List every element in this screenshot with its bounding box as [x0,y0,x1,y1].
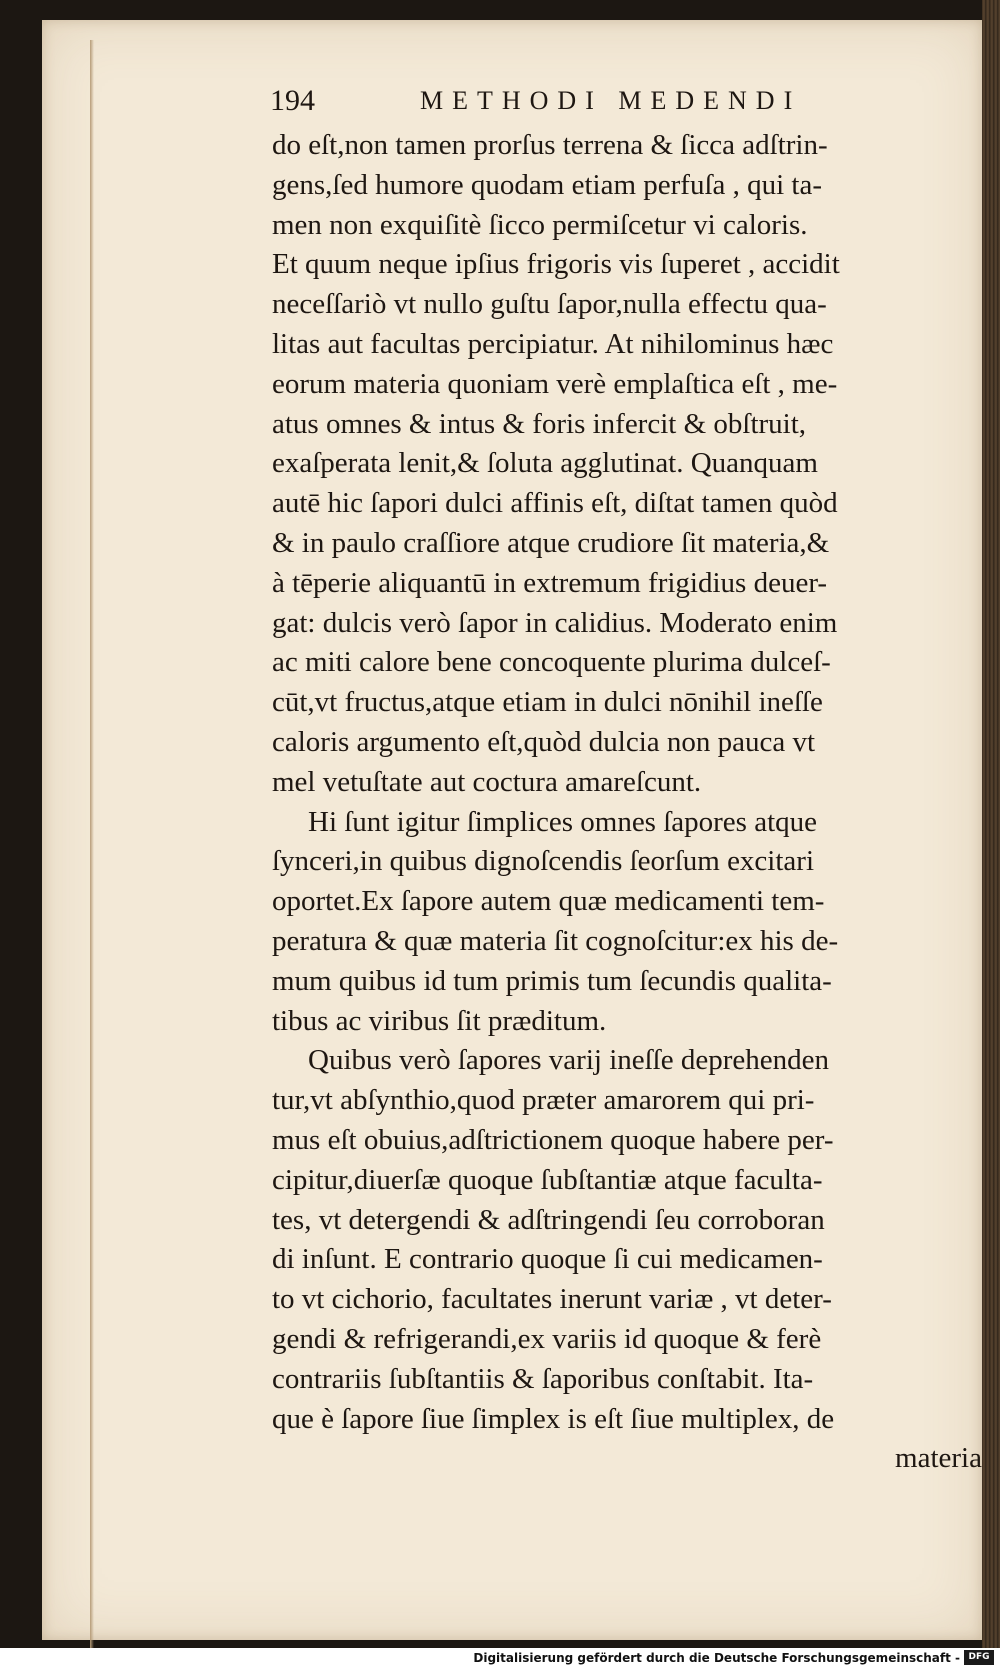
text-line: contrariis ſubſtantiis & ſaporibus conſtabit. Ita- [272,1362,814,1395]
folio-number: 194 [270,84,315,117]
text-line: mel vetuſtate aut coctura amareſcunt. [272,765,702,798]
paragraph-start-line: Hi ſunt igitur ſimplices omnes ſapores atque [308,805,818,838]
text-line: caloris argumento eſt,quòd dulcia non pauca vt [272,725,816,758]
footer-bar [0,1648,1000,1670]
text-line: di inſunt. E contrario quoque ſi cui medicamen- [272,1243,823,1276]
text-line: gendi & refrigerandi,ex variis id quoque & ferè [272,1322,822,1355]
text-line: cipitur,diuerſæ quoque ſubſtantiæ atque faculta- [272,1163,823,1196]
text-line: mus eſt obuius,adſtrictionem quoque habere per- [272,1123,834,1156]
text-line: autē hic ſapori dulci affinis eſt, diſtat tamen quòd [272,487,838,520]
text-line: gens,ſed humore quodam etiam perfuſa , qui ta- [272,168,823,201]
text-line: ſynceri,in quibus dignoſcendis ſeorſum excitari [272,845,815,878]
running-head: METHODI MEDENDI [420,86,802,115]
text-line: to vt cichorio, facultates inerunt variæ , vt deter- [272,1283,832,1316]
text-line: men non exquiſitè ſicco permiſcetur vi caloris. [272,208,808,241]
text-line: & in paulo craſſiore atque crudiore ſit materia,& [272,526,830,559]
catchword: materia [895,1442,982,1475]
page-header [270,84,990,124]
text-line: tes, vt detergendi & adſtringendi ſeu corroboran [272,1203,825,1236]
text-line: Et quum neque ipſius frigoris vis ſuperet , accidit [272,248,840,281]
text-line: neceſſariò vt nullo guſtu ſapor,nulla effectu qua- [272,288,827,321]
text-line: eorum materia quoniam verè emplaſtica eſt , me- [272,367,838,400]
digitization-credit: Digitalisierung gefördert durch die Deutsche Forschungsgemeinschaft - [473,1651,960,1665]
text-line: atus omnes & intus & foris infercit & obſtruit, [272,407,807,440]
text-line: tibus ac viribus ſit præditum. [272,1004,607,1037]
text-line: tur,vt abſynthio,quod præter amarorem qui pri- [272,1084,815,1117]
dfg-logo: DFG [964,1650,994,1665]
paragraph-start-line: Quibus verò ſapores varij ineſſe deprehenden [308,1044,830,1077]
text-line: peratura & quæ materia ſit cognoſcitur:ex his de- [272,924,839,957]
body-text [272,126,984,1479]
text-line: do eſt,non tamen prorſus terrena & ſicca adſtrin- [272,129,828,161]
text-line: gat: dulcis verò ſapor in calidius. Moderato enim [272,606,838,639]
text-line: oportet.Ex ſapore autem quæ medicamenti tem- [272,885,825,918]
text-line: que è ſapore ſiue ſimplex is eſt ſiue multiplex, de [272,1402,835,1435]
text-line: exaſperata lenit,& ſoluta agglutinat. Quanquam [272,447,818,480]
text-line: ac miti calore bene concoquente plurima dulceſ- [272,646,831,679]
text-line: à tēperie aliquantū in extremum frigidius deuer- [272,566,828,599]
text-line: cūt,vt fructus,atque etiam in dulci nōnihil ineſſe [272,686,823,719]
page-edges [982,0,1000,1648]
text-line: litas aut facultas percipiatur. At nihilominus hæc [272,327,834,360]
text-line: mum quibus id tum primis tum ſecundis qualita- [272,964,832,997]
gutter-shadow [90,40,94,1648]
